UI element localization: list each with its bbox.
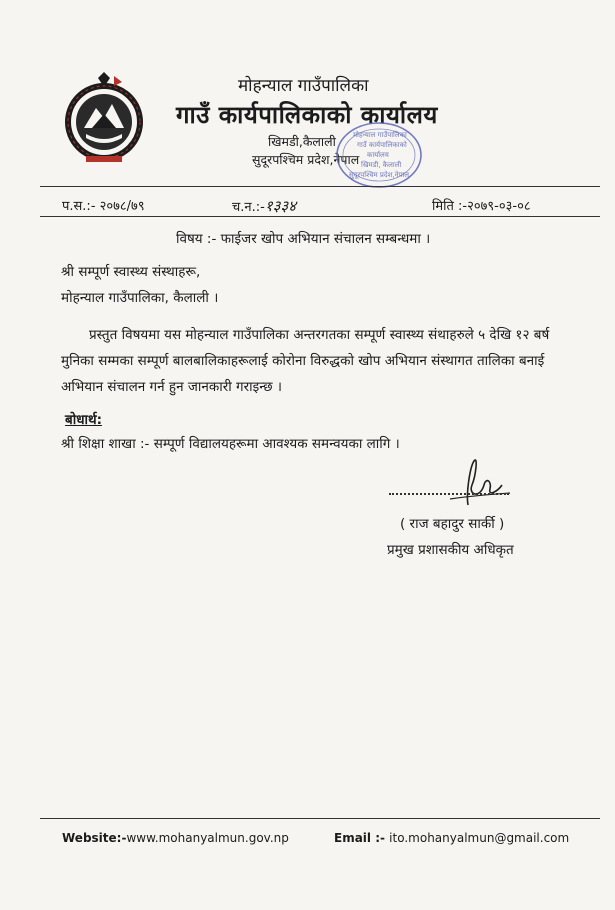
cc-heading: बोधार्थ: [65, 412, 103, 428]
footer-email [334, 831, 569, 845]
signatory-title: प्रमुख प्रशासकीय अधिकृत [387, 542, 514, 558]
header-rule-bottom [40, 216, 600, 217]
stamp-line-4: खिमडी, कैलाली [361, 161, 402, 169]
stamp-line-5: सुदूरपश्चिम प्रदेश,नेपाल [349, 171, 410, 179]
website-url[interactable]: www.mohanyalmun.gov.np [126, 831, 289, 845]
signature-line [389, 493, 509, 495]
chalani-number-field [232, 196, 296, 216]
letter-date: मिति :-२०७९-०३-०८ [432, 199, 531, 214]
website-label: Website:- [62, 831, 127, 845]
email-label: Email :- [334, 831, 390, 845]
signatory-name: ( राज बहादुर सार्की ) [400, 516, 505, 532]
office-name: गाउँ कार्यपालिकाको कार्यालय [176, 101, 438, 129]
footer-rule [40, 818, 600, 819]
chalani-number: १३३४ [264, 197, 297, 215]
office-province: सुदूरपश्चिम प्रदेश,नेपाल [252, 152, 360, 167]
patra-sankhya: प.स.:- २०७८/७९ [62, 199, 145, 214]
office-location: खिमडी,कैलाली [268, 134, 336, 149]
addressee-line-2: मोहन्याल गाउँपालिका, कैलाली । [61, 290, 219, 306]
footer-website [62, 831, 289, 845]
email-address[interactable]: ito.mohanyalmun@gmail.com [389, 831, 570, 845]
header-rule-top [40, 186, 600, 187]
cc-line: श्री शिक्षा शाखा :- सम्पूर्ण विद्यालयहरूमा आवश्यक समन्वयका लागि । [61, 436, 400, 452]
handwritten-signature [440, 455, 515, 510]
office-seal-stamp [335, 120, 423, 190]
addressee-line-1: श्री सम्पूर्ण स्वास्थ्य संस्थाहरू, [61, 264, 201, 280]
chalani-label: च.न.:- [232, 200, 265, 215]
stamp-line-2: गाउँ कार्यपालिकाको [357, 141, 407, 149]
nepal-emblem-icon [62, 72, 146, 166]
municipality-name: मोहन्याल गाउँपालिका [238, 76, 369, 96]
letter-subject: विषय :- फाईजर खोप अभियान संचालन सम्बन्धमा । [176, 231, 431, 247]
stamp-line-3: कार्यालय [367, 151, 389, 159]
stamp-line-1: मोहन्याल गाउँपालिका [353, 131, 407, 139]
letter-body: प्रस्तुत विषयमा यस मोहन्याल गाउँपालिका अन्तरगतका सम्पूर्ण स्वास्थ्य संथाहरुले ५ देखि १२ बर्ष मुनिका सम्मका सम्पूर्ण बालबालिकाहरूलाई कोरोना विरुद्धको खोप अभियान संस्थागत तालिका बनाई अभियान संचालन गर्न हुन जानकारी गराइन्छ । [61, 327, 550, 395]
